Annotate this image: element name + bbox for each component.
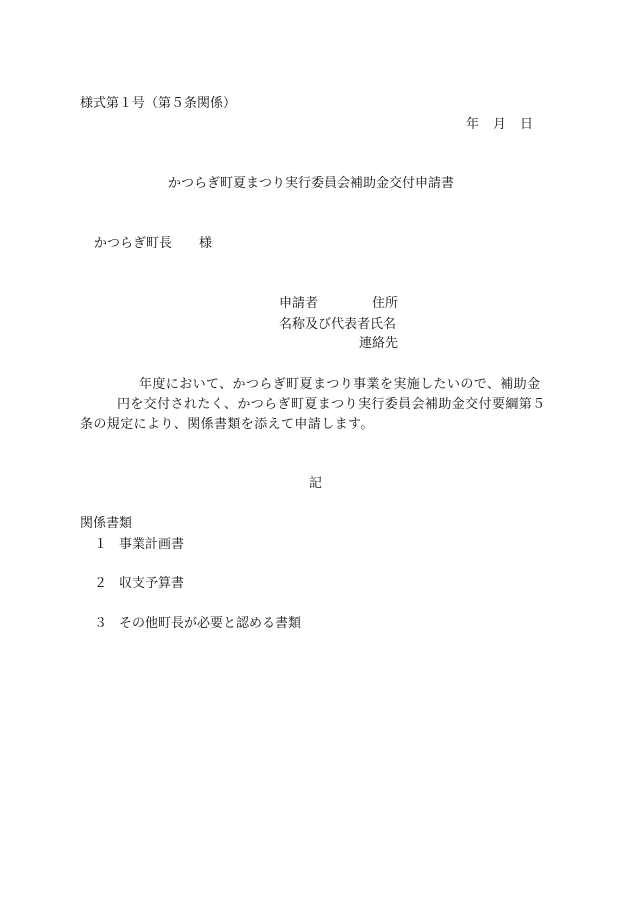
date-day-label: 日 (520, 117, 534, 132)
document-title: かつらぎ町夏まつり実行委員会補助金交付申請書 (168, 176, 455, 191)
body-line-1: 年度において、かつらぎ町夏まつり事業を実施したいので、補助金 (139, 377, 541, 392)
related-documents-heading: 関係書類 (80, 516, 133, 531)
document-item-label: 事業計画書 (119, 537, 185, 552)
contact-label: 連絡先 (359, 336, 399, 351)
address-label: 住所 (372, 296, 399, 311)
applicant-label: 申請者 (279, 296, 319, 311)
document-item-number: ３ (94, 616, 108, 631)
name-representative-label: 名称及び代表者氏名 (279, 317, 397, 332)
document-item-number: ２ (94, 576, 108, 591)
body-line-2: 円を交付されたく、かつらぎ町夏まつり実行委員会補助金交付要綱第５ (117, 397, 546, 412)
date-month-label: 月 (493, 117, 507, 132)
addressee-honorific: 様 (199, 236, 213, 251)
ki-marker: 記 (309, 476, 323, 491)
addressee-name: かつらぎ町長 (94, 236, 173, 251)
document-item-label: その他町長が必要と認める書類 (119, 616, 302, 631)
date-year-label: 年 (466, 117, 480, 132)
document-item-label: 収支予算書 (119, 576, 185, 591)
body-line-3: 条の規定により、関係書類を添えて申請します。 (80, 417, 374, 432)
document-item-number: １ (94, 537, 108, 552)
form-number: 様式第１号（第５条関係） (80, 96, 237, 111)
